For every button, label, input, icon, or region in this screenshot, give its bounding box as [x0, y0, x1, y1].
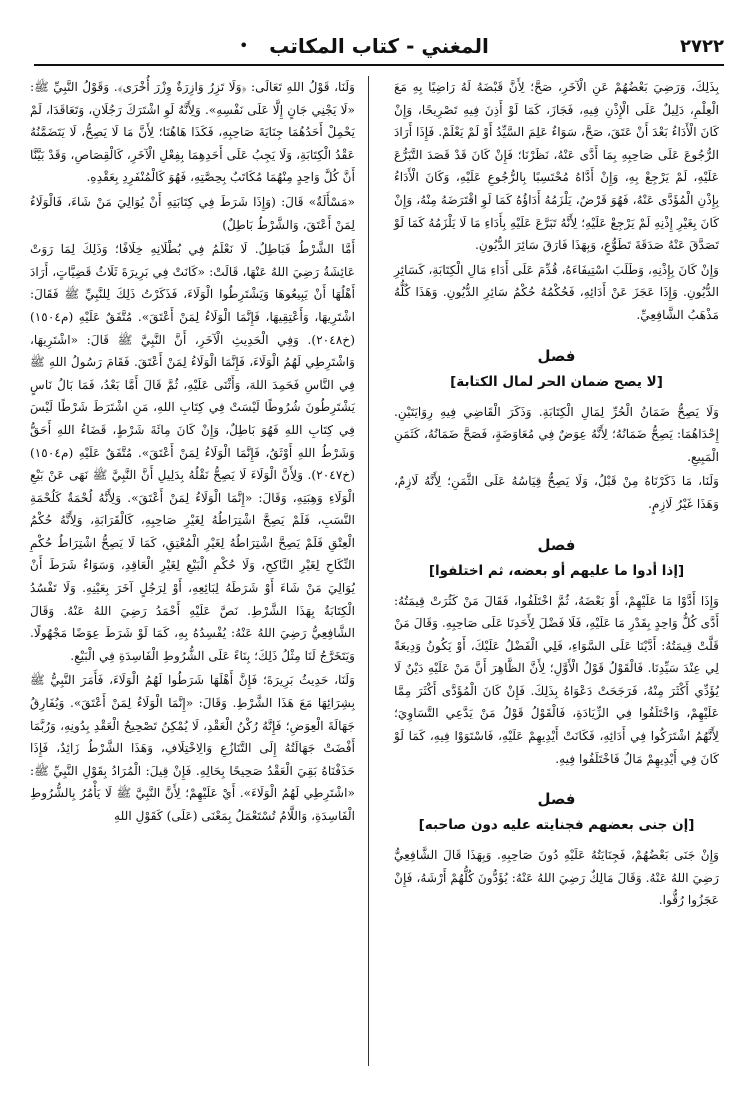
section-subheading: [إذا أدوا ما عليهم أو بعضه، ثم اختلفوا]: [428, 562, 685, 579]
paragraph: وَلَنَا، مَا ذَكَرْنَاهُ مِنْ قَبْلُ، وَلَا يَصِحُّ قِيَاسُهُ عَلَى الثَّمَنِ؛ لِأَنَّهُ لَازِمٌ، وَهَذَا غَيْرُ لَازِمٍ.: [394, 474, 719, 511]
page-number: ٢٧٢٢: [680, 36, 724, 57]
section-heading: فصل: [537, 346, 576, 365]
header-rule: [34, 64, 724, 66]
paragraph: وَإِنْ جَنَى بَعْضُهُمْ، فَجِنَايَتُهُ عَلَيْهِ دُونَ صَاحِبِهِ. وَبِهَذَا قَالَ الشَّافِعِيُّ رَضِيَ اللهُ عَنْهُ. وَقَالَ مَالِكٌ رَضِيَ اللهُ عَنْهُ: يُؤَدُّونَ كُلُّهُمْ أَرْشَهُ، فَإِنْ عَجَزُوا رُقُّوا.: [394, 848, 719, 908]
paragraph: وَلَنَا، قَوْلُ اللهِ تَعَالَى: ﴿وَلَا تَزِرُ وَازِرَةٌ وِزْرَ أُخْرَى﴾. وَقَوْلُ النَّبِيِّ ﷺ: «لَا يَجْنِي جَانٍ إِلَّا عَلَى نَفْسِهِ». وَلِأَنَّهُ لَوِ اشْتَرَكَ رَجُلَانِ، وَتَعَاقَدَا، لَمْ يَحْمِلْ أَحَدُهُمَا جِنَايَةَ صَاحِبِهِ، فَكَذَا هَاهُنَا؛ لِأَنَّ مَا لَا يَصِحُّ، لَا يَتَضَمَّنُهُ عَقْدُ الْكِتَابَةِ، وَلَا يَجِبُ عَلَى أَحَدِهِمَا بِفِعْلِ الْآخَرِ، كَالْقِصَاصِ، وَقَدْ بَيَّنَّا أَنَّ كُلَّ وَاحِدٍ مِنْهُمَا مُكَاتَبٌ بِحِصَّتِهِ، فَهُوَ كَالْمُنْفَرِدِ بِعَقْدِهِ.: [30, 80, 355, 185]
paragraph: بِذَلِكَ، وَرَضِيَ بَعْضُهُمْ عَنِ الْآخَرِ، صَحَّ؛ لِأَنَّ قَبْضَهُ لَهُ رَاضِيًا بِهِ مَعَ الْعِلْمِ، دَلِيلٌ عَلَى الْإِذْنِ فِيهِ، فَجَازَ، كَمَا لَوْ أَذِنَ فِيهِ تَصْرِيحًا، وَإِنْ كَانَ الْأَدَاءُ بَعْدَ أَنْ عَتَقَ، صَحَّ، سَوَاءٌ عَلِمَ السَّيِّدُ أَوْ لَمْ يَعْلَمْ. فَإِذَا أَرَادَ الرُّجُوعَ عَلَى صَاحِبِهِ بِمَا أَدَّى عَنْهُ، نَظَرْنَا؛ فَإِنْ كَانَ قَدْ قَصَدَ التَّبَرُّعَ عَلَيْهِ، لَمْ يَرْجِعْ بِهِ، وَإِنْ أَدَّاهُ مُحْتَسِبًا بِالرُّجُوعِ عَلَيْهِ، وَكَانَ الْأَدَاءُ بِإِذْنِ الْمُؤَدَّى عَنْهُ، فَهُوَ قَرْضٌ، يَلْزَمُهُ أَدَاؤُهُ كَمَا لَوِ اقْتَرَضَهُ مِنْهُ، وَإِنْ كَانَ بِغَيْرِ إِذْنِهِ لَمْ يَرْجِعْ عَلَيْهِ؛ لِأَنَّهُ تَبَرَّعَ عَلَيْهِ بِأَدَاءِ مَا لَا يَلْزَمُهُ كَمَا لَوْ تَصَدَّقَ عَنْهُ صَدَقَةَ تَطَوُّعٍ، وَبِهَذَا فَارَقَ سَائِرَ الدُّيُونِ.: [394, 80, 719, 253]
paragraph: وَإِنْ كَانَ بِإِذْنِهِ، وَطَلَبَ اسْتِيفَاءَهُ، قُدِّمَ عَلَى أَدَاءِ مَالِ الْكِتَابَةِ، كَسَائِرِ الدُّيُونِ. وَإِذَا عَجَزَ عَنْ أَدَائِهِ، فَحُكْمُهُ حُكْمُ سَائِرِ الدُّيُونِ. وَهَذَا كُلُّهُ مَذْهَبُ الشَّافِعِيِّ.: [394, 262, 719, 322]
right-column: [394, 76, 719, 914]
section-heading: فصل: [537, 790, 576, 809]
paragraph: وَلَا يَصِحُّ ضَمَانُ الْحُرِّ لِمَالِ الْكِتَابَةِ. وَذَكَرَ الْقَاضِي فِيهِ رِوَايَتَيْنِ. إِحْدَاهُمَا: يَصِحُّ ضَمَانُهُ؛ لِأَنَّهُ عِوَضٌ فِي مُعَاوَضَةٍ، فَصَحَّ ضَمَانُهُ، كَثَمَنِ الْمَبِيعِ.: [394, 404, 719, 464]
paragraph: «مَسْأَلَةٌ» قَالَ: (وَإِذَا شَرَطَ فِي كِتَابَتِهِ أَنْ يُوَالِيَ مَنْ شَاءَ، فَالْوَلَاءُ لِمَنْ أَعْتَقَ، وَالشَّرْطُ بَاطِلٌ): [30, 194, 355, 232]
column-separator: [368, 76, 369, 1066]
header-dot: •: [239, 36, 249, 55]
page-header: [34, 30, 724, 66]
section-heading: فصل: [537, 535, 576, 554]
paragraph: أَمَّا الشَّرْطُ فَبَاطِلٌ. لَا نَعْلَمُ فِي بُطْلَانِهِ خِلَافًا؛ وَذَلِكَ لِمَا رَوَتْ عَائِشَةُ رَضِيَ اللهُ عَنْهَا، قَالَتْ: «كَانَتْ فِي بَرِيرَةَ ثَلَاثُ قَضِيَّاتٍ، أَرَادَ أَهْلُهَا أَنْ يَبِيعُوهَا وَيَشْتَرِطُوا الْوَلَاءَ، فَذَكَرْتُ ذَلِكَ لِلنَّبِيِّ ﷺ فَقَالَ: اشْتَرِيهَا، وَأَعْتِقِيهَا، فَإِنَّمَا الْوَلَاءُ لِمَنْ أَعْتَقَ». مُتَّفَقٌ عَلَيْهِ (م١٥٠٤) (خ٢٠٤٨). وَفِي الْحَدِيثِ الْآخَرِ، أَنَّ النَّبِيَّ ﷺ قَالَ: «اشْتَرِيهَا، وَاشْتَرِطِي لَهُمُ الْوَلَاءَ، فَإِنَّمَا الْوَلَاءُ لِمَنْ أَعْتَقَ. فَقَامَ رَسُولُ اللهِ ﷺ فِي النَّاسِ فَحَمِدَ اللهَ، وَأَثْنَى عَلَيْهِ، ثُمَّ قَالَ أَمَّا بَعْدُ، فَمَا بَالُ نَاسٍ يَشْتَرِطُونَ شُرُوطًا لَيْسَتْ فِي كِتَابِ اللهِ، مَنِ اشْتَرَطَ شَرْطًا لَيْسَ فِي كِتَابِ اللهِ فَهُوَ بَاطِلٌ، وَإِنْ كَانَ مِائَةَ شَرْطٍ، قَضَاءُ اللهِ أَحَقُّ وَشَرْطُ اللهِ أَوْثَقُ، فَإِنَّمَا الْوَلَاءُ لِمَنْ أَعْتَقَ». مُتَّفَقٌ عَلَيْهِ (م١٥٠٤) (خ٢٠٤٧). وَلِأَنَّ الْوَلَاءَ لَا يَصِحُّ نَقْلُهُ بِدَلِيلِ أَنَّ النَّبِيَّ ﷺ نَهَى عَنْ بَيْعِ الْوَلَاءِ وَهِبَتِهِ، وَقَالَ: «إِنَّمَا الْوَلَاءُ لِمَنْ أَعْتَقَ». وَلِأَنَّهُ لُحْمَةٌ كَلُحْمَةِ النَّسَبِ، فَلَمْ يَصِحَّ اشْتِرَاطُهُ لِغَيْرِ صَاحِبِهِ، كَالْقَرَابَةِ، وَلِأَنَّهُ حُكْمُ الْعِتْقِ فَلَمْ يَصِحَّ اشْتِرَاطُهُ لِغَيْرِ الْمُعْتِقِ، كَمَا لَا يَصِحُّ اشْتِرَاطُ حُكْمِ النِّكَاحِ لِغَيْرِ النَّاكِحِ، وَلَا حُكْمِ الْبَيْعِ لِغَيْرِ الْعَاقِدِ، وَسَوَاءٌ شَرَطَ أَنْ يُوَالِيَ مَنْ شَاءَ أَوْ شَرَطَهُ لِبَائِعِهِ، أَوْ لِرَجُلٍ آخَرَ بِعَيْنِهِ. وَلَا تَفْسُدُ الْكِتَابَةُ بِهَذَا الشَّرْطِ. نَصَّ عَلَيْهِ أَحْمَدُ رَضِيَ اللهُ عَنْهُ. وَقَالَ الشَّافِعِيُّ رَضِيَ اللهُ عَنْهُ: يُفْسِدُهُ بِهِ، كَمَا لَوْ شَرَطَ عِوَضًا مَجْهُولًا. وَيَتَخَرَّجُ لَنَا مِثْلُ ذَلِكَ؛ بِنَاءً عَلَى الشُّرُوطِ الْفَاسِدَةِ فِي الْبَيْعِ.: [30, 242, 355, 663]
paragraph: وَإِذَا أَدَّوْا مَا عَلَيْهِمْ، أَوْ بَعْضَهُ، ثُمَّ اخْتَلَفُوا، فَقَالَ مَنْ كَثُرَتْ قِيمَتُهُ: أَدَّى كُلُّ وَاحِدٍ بِقَدْرِ مَا عَلَيْهِ، فَلَا فَضْلَ لِأَحَدِنَا عَلَى صَاحِبِهِ. وَقَالَ مَنْ قَلَّتْ قِيمَتُهُ: أَدَّيْنَا عَلَى السَّوَاءِ، فَلِي الْفَضْلُ عَلَيْكَ، أَوْ يَكُونُ وَدِيعَةً لِي عِنْدَ سَيِّدِنَا. فَالْقَوْلُ قَوْلُ الْأَوَّلِ؛ لِأَنَّ الظَّاهِرَ أَنَّ مَنْ عَلَيْهِ دَيْنٌ لَا يُؤَدِّي أَكْثَرَ مِنْهُ، فَرَجَحَتْ دَعْوَاهُ بِذَلِكَ. فَإِنْ كَانَ الْمُؤَدَّى أَكْثَرَ مِمَّا عَلَيْهِمْ، وَاخْتَلَفُوا فِي الزِّيَادَةِ، فَالْقَوْلُ قَوْلُ مَنْ يَدَّعِي التَّسَاوِيَ؛ لِأَنَّهُمُ اشْتَرَكُوا فِي أَدَائِهِ، فَكَانَتْ أَيْدِيهِمْ عَلَيْهِ، فَاسْتَوَوْا فِيهِ، كَمَا لَوْ كَانَ فِي أَيْدِيهِمْ مَالٌ فَاخْتَلَفُوا فِيهِ.: [394, 593, 719, 766]
section-subheading: [لا يصح ضمان الحر لمال الكتابة]: [450, 373, 663, 390]
paragraph: وَلَنَا، حَدِيثُ بَرِيرَةَ؛ فَإِنَّ أَهْلَهَا شَرَطُوا لَهُمُ الْوَلَاءَ، فَأَمَرَ النَّبِيُّ ﷺ بِشِرَائِهَا مَعَ هَذَا الشَّرْطِ. وَقَالَ: «إِنَّمَا الْوَلَاءُ لِمَنْ أَعْتَقَ». وَيُفَارِقُ جَهَالَةَ الْعِوَضِ؛ فَإِنَّهُ رُكْنُ الْعَقْدِ، لَا يُمْكِنُ تَصْحِيحُ الْعَقْدِ بِدُونِهِ، وَرُبَّمَا أَفْضَتْ جَهَالَتُهُ إِلَى التَّنَازُعِ وَالِاخْتِلَافِ، وَهَذَا الشَّرْطُ زَائِدٌ، فَإِذَا حَذَفْنَاهُ بَقِيَ الْعَقْدُ صَحِيحًا بِحَالِهِ. فَإِنْ قِيلَ: الْمُرَادُ بِقَوْلِ النَّبِيِّ ﷺ: «اشْتَرِطِي لَهُمُ الْوَلَاءَ». أَيْ عَلَيْهِمْ؛ لِأَنَّ النَّبِيَّ ﷺ لَا يَأْمُرُ بِالشُّرُوطِ الْفَاسِدَةِ، وَاللَّامُ تُسْتَعْمَلُ بِمَعْنَى (عَلَى) كَقَوْلِ اللهِ: [30, 673, 355, 823]
section-subheading: [إن جنى بعضهم فجنايته عليه دون صاحبه]: [418, 817, 695, 834]
left-column: [30, 76, 355, 830]
running-title: المغني - كتاب المكاتب: [269, 34, 489, 58]
